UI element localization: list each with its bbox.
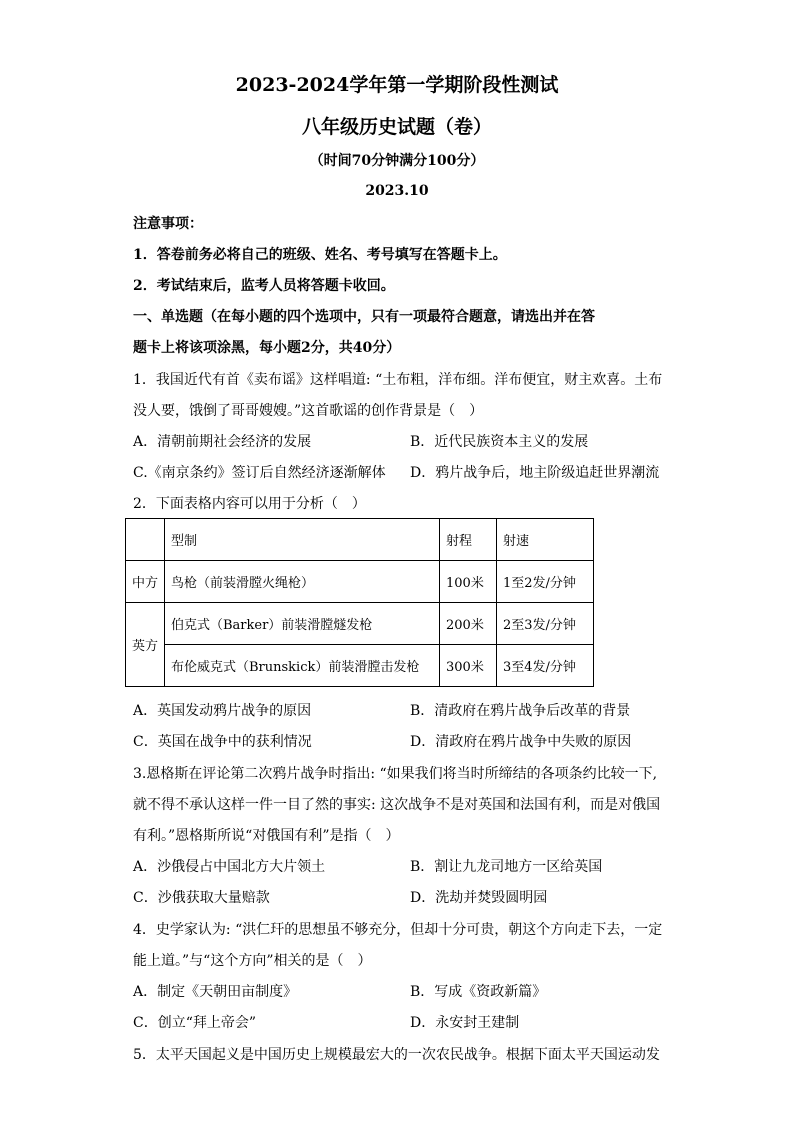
exam-subtitle: 八年级历史试题（卷） — [301, 116, 492, 138]
q3-stem-line-3: 有利。”恩格斯所说“对俄国有利”是指（ ） — [133, 828, 400, 844]
exam-title: 2023-2024学年第一学期阶段性测试 — [235, 74, 559, 96]
q1-option-a: A．清朝前期社会经济的发展 — [133, 434, 312, 450]
q3-stem-line-1: 3.恩格斯在评论第二次鸦片战争时指出: “如果我们将当时所缔结的各项条约比较一下, — [133, 766, 658, 782]
table-header-cell: 型制 — [165, 519, 440, 561]
q1-stem-line-2: 没人要，饿倒了哥哥嫂嫂。”这首歌谣的创作背景是（ ） — [133, 403, 484, 419]
exam-date: 2023.10 — [365, 183, 429, 199]
row-label-britain: 英方 — [126, 603, 165, 687]
notice-item-2: 2．考试结束后，监考人员将答题卡收回。 — [133, 278, 395, 294]
table-cell: 鸟枪（前装滑膛火绳枪） — [165, 561, 440, 603]
section-1-heading-line-2: 题卡上将该项涂黑，每小题2分，共40分） — [133, 340, 401, 356]
table-row — [126, 561, 594, 603]
q2-option-d: D．清政府在鸦片战争中失败的原因 — [410, 734, 632, 750]
q2-option-a: A．英国发动鸦片战争的原因 — [133, 703, 312, 719]
q1-stem-line-1: 1．我国近代有首《卖布谣》这样唱道: “土布粗，洋布细。洋布便宜，财主欢喜。土布 — [133, 372, 663, 388]
notice-item-1: 1．答卷前务必将自己的班级、姓名、考号填写在答题卡上。 — [133, 247, 507, 263]
table-cell: 300米 — [440, 645, 497, 687]
row-label-china: 中方 — [126, 561, 165, 603]
q4-option-c: C．创立“拜上帝会” — [133, 1015, 257, 1031]
notice-heading: 注意事项： — [133, 216, 203, 232]
table-header-row — [126, 519, 594, 561]
table-header-cell — [126, 519, 165, 561]
exam-time-note: （时间70分钟满分100分） — [309, 153, 485, 169]
table-cell: 布伦威克式（Brunskick）前装滑膛击发枪 — [165, 645, 440, 687]
q1-option-b: B．近代民族资本主义的发展 — [410, 434, 589, 450]
table-header-cell: 射程 — [440, 519, 497, 561]
q4-stem-line-1: 4．史学家认为: “洪仁玕的思想虽不够充分，但却十分可贵，朝这个方向走下去，一定 — [133, 922, 663, 938]
q2-stem: 2．下面表格内容可以用于分析（ ） — [133, 496, 366, 512]
weapons-comparison-table — [125, 518, 594, 687]
q2-option-b: B．清政府在鸦片战争后改革的背景 — [410, 703, 631, 719]
q2-option-c: C．英国在战争中的获利情况 — [133, 734, 312, 750]
q4-option-d: D．永安封王建制 — [410, 1015, 520, 1031]
q3-option-d: D．洗劫并焚毁圆明园 — [410, 890, 548, 906]
table-row — [126, 645, 594, 687]
table-cell: 伯克式（Barker）前装滑膛燧发枪 — [165, 603, 440, 645]
q1-option-d: D．鸦片战争后，地主阶级追赶世界潮流 — [410, 465, 660, 481]
q3-option-c: C．沙俄获取大量赔款 — [133, 890, 270, 906]
table-row — [126, 603, 594, 645]
q3-option-b: B．割让九龙司地方一区给英国 — [410, 859, 603, 875]
q4-option-a: A．制定《天朝田亩制度》 — [133, 984, 298, 1000]
table-cell: 100米 — [440, 561, 497, 603]
table-cell: 1至2发/分钟 — [497, 561, 594, 603]
table-header-cell: 射速 — [497, 519, 594, 561]
q1-option-c: C.《南京条约》签订后自然经济逐渐解体 — [133, 465, 386, 481]
q5-stem-line-1: 5．太平天国起义是中国历史上规模最宏大的一次农民战争。根据下面太平天国运动发 — [133, 1047, 660, 1063]
table-cell: 2至3发/分钟 — [497, 603, 594, 645]
section-1-heading-line-1: 一、单选题（在每小题的四个选项中，只有一项最符合题意，请选出并在答 — [133, 309, 595, 325]
q4-stem-line-2: 能上道。”与“这个方向”相关的是（ ） — [133, 953, 372, 969]
q4-option-b: B．写成《资政新篇》 — [410, 984, 547, 1000]
q3-option-a: A．沙俄侵占中国北方大片领土 — [133, 859, 326, 875]
table-cell: 200米 — [440, 603, 497, 645]
table-cell: 3至4发/分钟 — [497, 645, 594, 687]
q3-stem-line-2: 就不得不承认这样一件一目了然的事实: 这次战争不是对英国和法国有利，而是对俄国 — [133, 797, 661, 813]
